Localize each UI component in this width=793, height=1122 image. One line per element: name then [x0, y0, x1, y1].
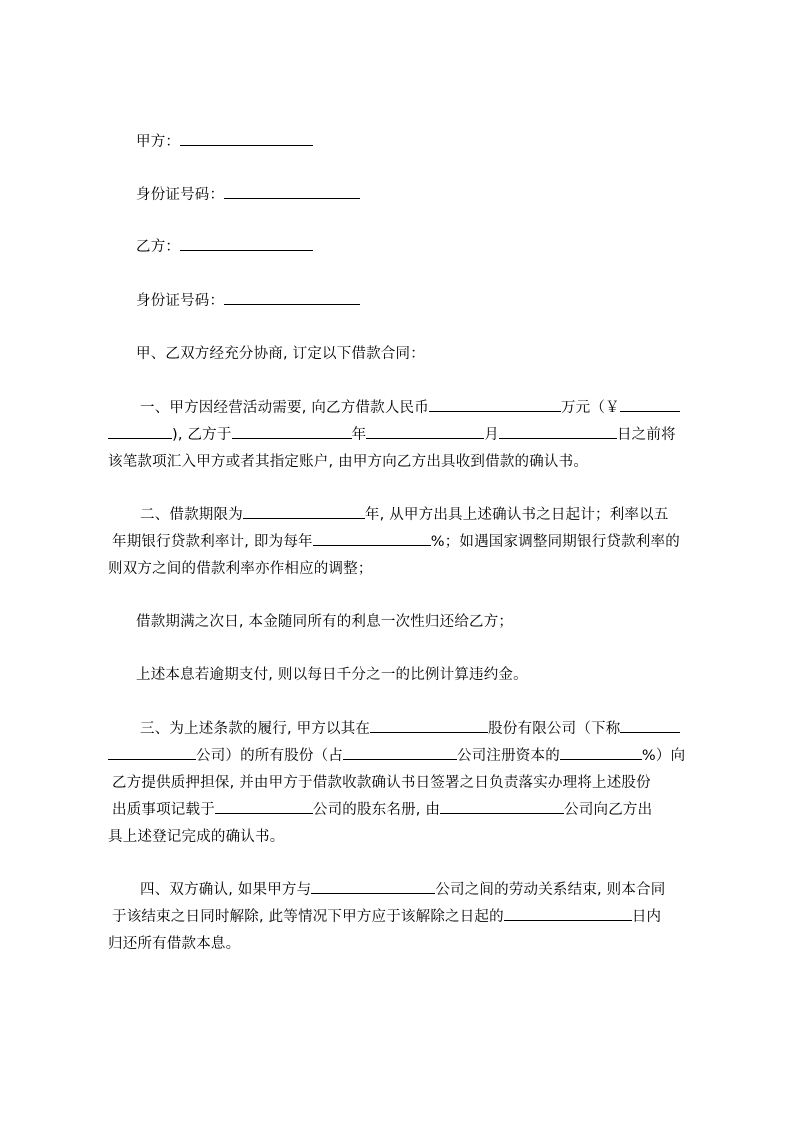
transfer-year-blank[interactable] [232, 423, 352, 439]
company-short-name-blank[interactable] [620, 717, 680, 733]
repay-line [108, 610, 728, 634]
clause4-text-d: 日内 [631, 909, 662, 925]
clause2-line2 [108, 530, 704, 554]
clause1-text-a: 一、甲方因经营活动需要, 向乙方借款人民币 [140, 400, 429, 416]
clause3-text-e: %）向 [641, 748, 686, 764]
clause2-text-d: %；如遇国家调整同期银行贷款利率的 [430, 534, 680, 550]
clause4-text-b: 公司之间的劳动关系结束, 则本合同 [435, 882, 666, 898]
party-a-id-line [108, 183, 728, 207]
clause3-text-f: 乙方提供质押担保, 并由甲方于借款收款确认书日签署之日负责落实办理将上述股份 [112, 775, 651, 791]
company-short-name-blank-cont[interactable] [108, 744, 196, 760]
clause3-text-a: 三、为上述条款的履行, 甲方以其在 [140, 721, 371, 737]
clause3-text-g: 出质事项记载于 [112, 802, 215, 818]
intro-text: 甲、乙双方经充分协商, 订定以下借款合同： [136, 346, 425, 362]
clause2-text-e: 则双方之间的借款利率亦作相应的调整； [108, 561, 373, 577]
loan-amount-figure-blank-cont[interactable] [108, 423, 172, 439]
party-a-blank[interactable] [180, 130, 313, 146]
clause3-text-b: 股份有限公司（下称 [488, 721, 621, 737]
intro-line [108, 342, 728, 366]
clause2-text-a: 二、借款期限为 [140, 507, 243, 523]
clause4-line2 [108, 905, 704, 929]
loan-amount-blank[interactable] [429, 396, 561, 412]
register-company-blank[interactable] [215, 798, 313, 814]
clause4-text-e: 归还所有借款本息。 [108, 936, 241, 952]
clause3-text-d: 公司注册资本的 [457, 748, 560, 764]
party-a-id-label: 身份证号码： [136, 187, 225, 203]
party-a-line [108, 130, 728, 154]
penalty-line [108, 663, 728, 687]
share-percent-blank[interactable] [560, 744, 642, 760]
repay-days-blank[interactable] [504, 905, 632, 921]
party-b-id-label: 身份证号码： [136, 293, 225, 309]
party-b-id-blank[interactable] [224, 289, 360, 305]
repay-text: 借款期满之次日, 本金随同所有的利息一次性归还给乙方； [136, 614, 514, 630]
party-b-line [108, 235, 728, 259]
clause2-line1 [108, 503, 732, 527]
clause3-line2 [108, 744, 700, 768]
clause2-line3 [108, 557, 700, 581]
clause4-text-c: 于该结束之日同时解除, 此等情况下甲方应于该解除之日起的 [112, 909, 504, 925]
clause3-line3 [108, 771, 704, 795]
party-a-label: 甲方： [136, 134, 181, 150]
clause3-text-h: 公司的股东名册, 由 [312, 802, 441, 818]
share-company-blank[interactable] [343, 744, 457, 760]
transfer-day-blank[interactable] [499, 423, 617, 439]
clause1-line2 [108, 423, 700, 447]
clause1-month-label: 月 [484, 427, 499, 443]
employer-company-blank[interactable] [311, 878, 435, 894]
clause3-line1 [108, 717, 732, 741]
clause1-line3 [108, 450, 700, 474]
clause1-year-label: 年 [351, 427, 367, 443]
clause2-text-b: 年, 从甲方出具上述确认书之日起计；利率以五 [364, 507, 669, 523]
clause3-line4 [108, 798, 704, 822]
transfer-month-blank[interactable] [366, 423, 484, 439]
party-b-id-line [108, 289, 728, 313]
clause3-line5 [108, 825, 700, 849]
clause3-text-j: 具上述登记完成的确认书。 [108, 829, 285, 845]
interest-rate-blank[interactable] [313, 530, 431, 546]
clause4-text-a: 四、双方确认, 如果甲方与 [140, 882, 312, 898]
clause4-line3 [108, 932, 700, 956]
party-a-id-blank[interactable] [224, 183, 360, 199]
company-name-blank[interactable] [370, 717, 488, 733]
party-b-label: 乙方： [136, 239, 181, 255]
clause1-text-e: 该笔款项汇入甲方或者其指定账户, 由甲方向乙方出具收到借款的确认书。 [108, 454, 589, 470]
clause2-text-c: 年期银行贷款利率计, 即为每年 [112, 534, 313, 550]
loan-amount-figure-blank[interactable] [620, 396, 680, 412]
clause3-text-i: 公司向乙方出 [564, 802, 653, 818]
clause1-text-b: 万元（￥ [560, 400, 620, 416]
clause1-text-d: 日之前将 [616, 427, 676, 443]
loan-term-blank[interactable] [243, 503, 365, 519]
clause3-text-c: 公司）的所有股份（占 [196, 748, 343, 764]
confirm-company-blank[interactable] [440, 798, 564, 814]
party-b-blank[interactable] [180, 235, 313, 251]
clause1-text-c: ), 乙方于 [172, 427, 232, 443]
clause4-line1 [108, 878, 732, 902]
penalty-text: 上述本息若逾期支付, 则以每日千分之一的比例计算违约金。 [136, 667, 528, 683]
clause1-line1 [108, 396, 732, 420]
